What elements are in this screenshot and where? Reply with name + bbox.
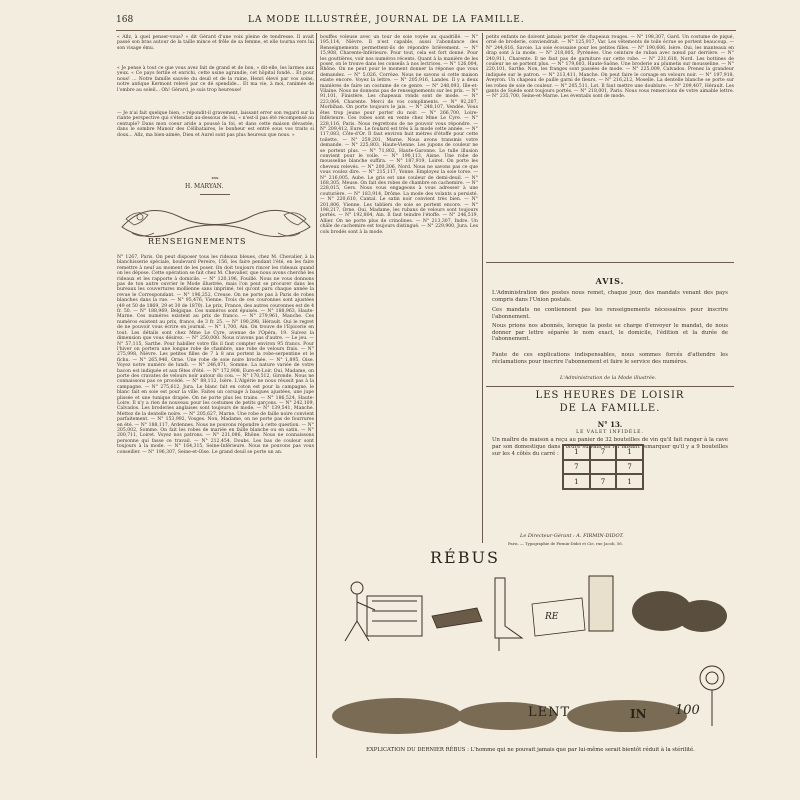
target-figure [700,666,724,726]
grid-cell: 1 [563,474,590,489]
banner-foliage-left [126,213,154,236]
loisir-outro-block [492,492,728,520]
avis-paragraph-2: Ces mandats ne contiennent pas les renseignements nécessaires pour inscrire l'abonnement. [492,307,728,320]
banner-foliage-right [278,213,306,236]
renseignements-title: RENSEIGNEMENTS [148,237,247,246]
shrub-figure [632,591,727,632]
avis-title: AVIS. [595,276,625,286]
brush-figure [432,608,482,628]
loisir-intro: Un maître de maison a reçu au panier de 32 bouteilles de vin qu'il fait ranger à la cave par son domestique dans l'ordre suivant en lui faisant remarquer qu'il y a 9 bouteilles sur les 4 côtés du carré : [492,437,728,457]
page-number: 168 [116,15,134,25]
loisir-question [492,521,728,529]
rebus-caption: EXPLICATION DU DERNIER RÉBUS : L'homme qui ne pouvait jamais que par lui-même serait bientôt réduit à la stérilité. [366,747,695,753]
bottle-grid [562,444,644,490]
story-author: H. MARYAN. [185,183,224,190]
rebus-title: RÉBUS [430,548,500,567]
rebus-illustration [327,566,734,752]
loisir-title-line2: DE LA FAMILLE. [559,403,661,414]
avis-signature: L'Administration de la Mode illustrée. [560,375,657,381]
banner-scroll-ornament [122,210,310,236]
running-head: LA MODE ILLUSTRÉE, JOURNAL DE LA FAMILLE. [248,15,525,25]
loisir-subtitle: LE VALET INFIDÈLE. [576,430,644,435]
page-header [116,13,726,29]
column-divider-left [316,33,317,758]
loisir-number: N° 13. [597,420,623,429]
loisir-title-line1: LES HEURES DE LOISIR [535,390,685,401]
story-opening: « Allz, à quel penser-vous? » dit Gérard d'une voix pleine de tendresse. Il avait passé son bras autour de la taille mince et frêle de sa femme, et elle tourna vers lui son visage ému. [117,35,314,51]
middle-column-text: bouffes voleuse avec un tour de soie voyée au quadrillé. — N° 195,114, Nièvre. Il n'est capable, aussi l'abondance des Renseignements permettent-ils de répondre brièvement. — N° 15,908, Charente-Inférieure. Pour tout, cela est fort donné. Pour les gouttières, voir nos numéros récents. Quant à la manière de les poser, on le trouve dans les conseils à nos lectrices. — N° 126,004, Rhône. On ne peut pour le moment donner la réponse que vous demandez. — N° 5,026, Corrèze. Nous ne savons si cette maison existe encore. Voyez la lettre. — N° 205,916, Landes. Il y a deux manières de faire un costume de ce genre. — N° 248,093, Ille-et-Vilaine. Nous ne donnons pas de renseignements sur les prix. — N° 91,101, Finistère. Les chapeaux ronds sont de mode. — N° 223,064, Charente. Merci de vos compliments. — N° 92,207, Morbihan. On porte toujours le jais. — N° 248,107, Vendée. Vous êtes trop jeune pour porter du noir. — N° 266,700, Loire-Inférieure. Ces robes sont en vente chez Mme Le Cyre. — N° 228,116, Paris. Nous regrettons de ne pouvoir vous répondre. — N° 209,412, Eure. Le foulard est très à la mode cette année. — N° 117,083, Côte-d'Or. Il faut environ huit mètres d'étoffe pour cette toilette. — N° 259,201, Marne. Nous avons transmis votre demande. — N° 225,803, Haute-Vienne. Les jupons de couleur ne se portent plus. — N° 71,802, Haute-Garonne. Le tulle illusion convient pour le voile. — N° 190,113, Aisne. Une robe de mousseline blanche suffira. — N° 187,919, Loiret. On porte les cheveux relevés. — N° 200,306, Nord. Nous ne savons pas ce que vous voulez dire. — N° 215,117, Yonne. Employez la soie torse. — N° 216,005, Aube. Le gris est une couleur de demi-deuil. — N° 168,305, Meuse. On fait des robes de chambre en cachemire. — N° 228,015, Gers. Nous vous engageons à vous adresser à une couturière. — N° 183,914, Drôme. La mode des volants a persisté. — N° 220,610, Cantal. Le satin noir convient très bien. — N° 201,806, Vienne. Les tabliers de soie se portent encore. — N° 198,217, Orne. Oui, Madame, les rubans de velours sont toujours portés. — N° 192,804, Ain. Il faut teindre l'étoffe. — N° 246,519, Allier. On ne porte plus de crinolines. — N° 213,307, Indre. Un châle de cachemire est toujours distingué. — N° 229,900, Jura. Les cols brodés sont à la mode. [320,35,478,235]
avis-paragraph-1: L'Administration des postes nous remet, chaque jour, des mandats venant des pays compris dans l'Union postale. [492,290,728,303]
story-signoff-marks: xxx. [211,175,220,180]
re-box [532,598,585,636]
avis-top-rule [486,262,734,263]
book-figure [589,576,613,631]
grid-cell: 1 [616,445,643,460]
avis-paragraph-4: Faute de ces explications indispensables, nous sommes forcés d'attendre les réclamations pour inscrire l'abonnement et faire le service des numéros. [492,352,728,365]
weaver-figure [345,582,422,641]
story-end-rule [200,194,230,195]
director-line: Le Directeur-Gérant : A. FIRMIN-DIDOT. [520,533,624,539]
grid-cell: 7 [590,445,617,460]
avis-bottom-rule [486,386,734,387]
rebus-in-text: IN [630,707,647,721]
boot-figure [495,578,522,651]
avis-paragraph-3: Nous prions nos abonnés, lorsque la poste se charge d'envoyer le mandat, de nous donner par lettre séparée le nom exact, le domicile, l'édition et la durée de l'abonnement. [492,323,728,343]
grid-cell: 7 [590,474,617,489]
grid-cell: 1 [563,445,590,460]
grid-cell: 7 [616,460,643,475]
rebus-lent-text: LENT [528,705,571,720]
grid-cell: 1 [616,474,643,489]
printer-line: Paris. — Typographie de Firmin-Didot et Cie, rue Jacob, 56. [508,541,623,546]
column-divider-right [482,33,483,543]
right-column-text: petits enfants ne doivent jamais porter de chapeaux rouges. — N° 198,307, Gard. Un costume de piqué, orné de broderie, conviendrait. — N° 125,917, Var. Les vêtements de toile écrue se portent beaucoup. — N° 244,616, Savoie. La soie écossaise pour les petites filles. — N° 190,606, Isère. Oui, les manteaux en drap sont à la mode. — N° 218,005, Pyrénées. Une ceinture de ruban avec nœud par derrière. — N° 240,911, Charente. Il ne faut pas de garniture sur cette robe. — N° 231,618, Nord. Les bottines de couleur ne se portent plus. — N° 179,603, Haute-Saône. Une broderie au plumetis sur mousseline. — N° 220,101, Sarthe. Non, les franges sont passées de mode. — N° 225,009, Calvados. Prenez la grandeur indiquée sur le patron. — N° 213,411, Manche. On peut faire le corsage en velours noir. — N° 197,918, Aveyron. Un chapeau de paille garni de fleurs. — N° 216,212, Moselle. La dentelle blanche se porte sur les robes de soie de couleur. — N° 205,511, Lot. Il faut mettre une doublure. — N° 209,407, Hérault. Les gants de Suède sont toujours portés. — N° 218,001, Paris. Nous vous remercions de votre aimable lettre. — N° 235,700, Seine-et-Marne. Les éventails sont de mode. [486,35,734,100]
banner-flower [137,214,143,220]
grid-cell: 7 [563,460,590,475]
renseignements-body: N° 1267, Paris. On peut disposer tous les rideaux bleues, chez M. Chevalier, à la blanchisserie spéciale, boulevard Pereire, 156, les faire pendant l'été, en les faire remettre à neuf au moment de les poser. On doit toujours rincer les rideaux quand on les dépose. Cette opération se fait chez M. Chevalier, que nous avons cherché les rideaux et les rapporte à domicile. — N° 120,196, Fouillé. Nous ne vous donnons pas de ton autre ouvrier le Mode illustrée, mais l'on peut se procurer dans les bureaux les couvertures mollienne sans imprimé, tel qu'ont paru chaque année la revue le Correspondant. — N° 196,252, Creuse. On ne porte pas à Paris de robes blanches dans la rue. — N° 95,476, Vienne. Trois de ces couronnes sont ajustées (49 et 50 de 1869, 29 et 30 de 1870). Le prix, France, des autres couronnes est de 4 fr. 50. — N° 188,969, Belgique. Ces numéros sont épuisés. — N° 188,963, Haute-Marne. Ces numéros existent au prix de franco. — N° 279,961, Manche. Ces numéros existent au prix, franco, de 3 fr. 25. — N° 190,298, Hérault. Oui le regret de ne pouvoir vous écrire en journal. — N° 1,700, Ain. On trouve de l'Epicerie en tout. Les détails sont chez Mme Le Cyre, avenue de l'Opéra, 19. Suivez la dimension que vous désirez. — N° 250,000. Nous n'avons pas d'autre. — Le jeu. — N° 57,115, Sarthe. Pour habiller votre fils il faut compter environ 95 francs. Pour l'hiver on portera une longue robe de chambre, une robe de velours frais. — N° 275,998, Nièvre. Les petites filles de 7 à 8 ans portent la robe-serpentine et le fichu. — N° 265,946, Orne. Une robe de soie noire brochée. — N° 1,895, Oise. Voyez notre numéro de lundi. — N° 246,871, Somme. La nature variée de votre bacon est indiquée et aux fêtes d'été. — N° 172,908, Eure-et-Loir. Oui, Madame, on porte des cravates de velours noir autour du cou. — N° 170,512, Gironde. Nous ne connaissons pas ce procédé. — N° 88,112, Isère. L'Algérie ne nous réussit pas à la campagne. — N° 275,612, Jura. Le blanc fait en coton est pour la campagne, le blanc fait en soie est pour la ville. Faites un corsage à basques ajustées, une jupe plissée et une tunique drapée. On ne porte plus les trains. — N° 186,524, Haute-Loire. Il n'y a rien de nouveau pour les costumes de petits garçons. — N° 242,109, Calvados. Les broderies anglaises sont toujours de mode. — N° 139,541, Manche. Mettez de la dentelle noire. — N° 205,627, Marne. Une robe de faille noire convient parfaitement. — N° 153,992, Vosges. Non, Madame, on ne porte pas de fourrures en été. — N° 188,117, Ardennes. Nous ne pouvons répondre à cette question. — N° 205,002, Somme. On fait les robes de mariée en faille blanche ou en satin. — N° 200,711, Loiret. Voyez nos patrons. — N° 231,086, Rhône. Nous ne connaissons personne qui fasse ce travail. — N° 212,454, Doubs. Les bas de couleur sont toujours à la mode. — N° 164,315, Seine-Inférieure. Nous ne pouvons pas vous conseiller. — N° 196,307, Seine-et-Oise. Le grand deuil se porte un an. [117,255,314,455]
header-rule [116,30,736,31]
rebus-100-text: 100 [675,703,700,718]
story-paragraph-2: « Je pense à tout ce que vous avez fait de grand et de bon, » dit-elle, les larmes aux yeux. « Ce pays fertile et enrichi, cette usine agrandie, cet hôpital fondé... Et pour nous! ... Notre famille sauvée du deuil et de la ruine, Henri élevé par vos soins, notre antique Kermont relevé par ce dé spendide... Et ma vie, à moi, ranimée de l'ombre au soleil... Oh! Gérard, je suis trop heureuse! [117,66,314,93]
rebus-re-text: RE [545,612,559,622]
grid-cell [590,460,617,475]
story-closing: — Je n'ai fait quelque bien, » répondit-il gravement, laissant errer son regard sur la riante perspective qui s'étendait au-dessous de lui, « n'est-il pas été récompensé au centuple? Dans mon coeur aride a poussé la foi, et dans cette maison dévastée, dans le sombre Manoir des Célibataires, le bonheur est entré sous vos traits si doux... Allz, ma bien-aimée, Dieu et Aurel sont pas plus heureux que nous. » [117,111,314,138]
